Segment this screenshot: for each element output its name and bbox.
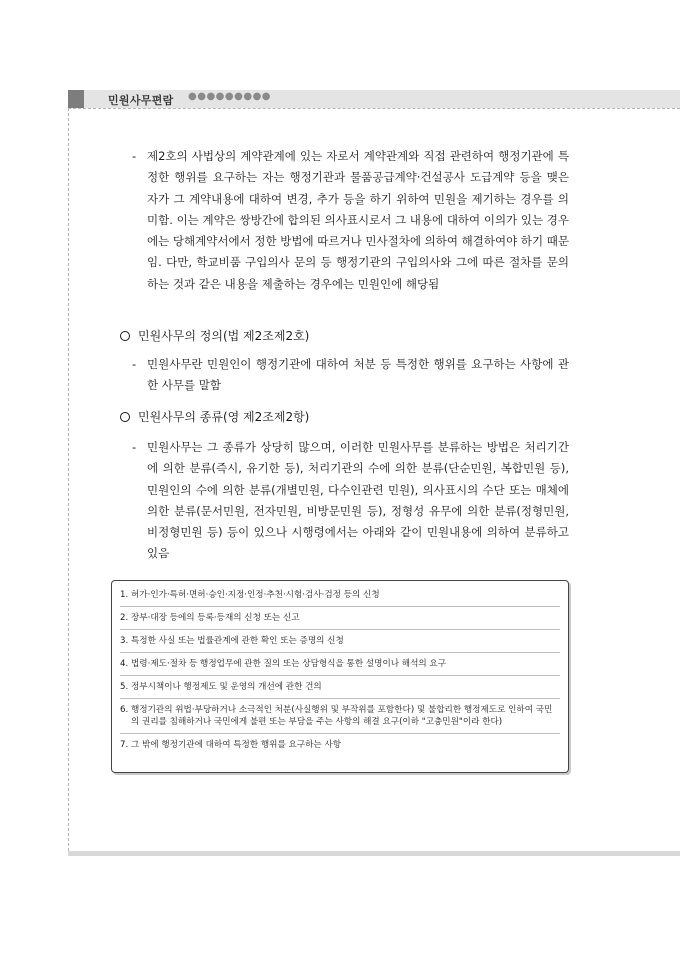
list-item: 2. 장부·대장 등에의 등록·등재의 신청 또는 신고 <box>120 613 300 623</box>
section-heading-definition <box>120 327 309 345</box>
header-dots: ●●●●●●●●● <box>188 91 272 102</box>
paragraph-contract-relation: 제2호의 사법상의 계약관계에 있는 자로서 계약관계와 직접 관련하여 행정기관에 특정한 행위를 요구하는 자는 행정기관과 물품공급계약·건설공사 도급계약 등을 맺은 자가 그 계약내용에 대하여 변경, 추가 등을 하기 위하여 민원을 제기하는 경우를 의미함. 이는 계약은 쌍방간에 합의된 의사표시로서 그 내용에 대하여 이의가 있는 경우에는 당해계약서에서 정한 방법에 따르거나 민사절차에 의하여 해결하여야 하기 때문임. 다만, 학교비품 구입의사 문의 등 행정기관의 구입의사와 그에 따른 절차를 문의하는 것과 같은 내용을 제출하는 경우에는 민원인에 해당됨 <box>147 149 569 291</box>
list-item: 4. 법령·제도·절차 등 행정업무에 관한 질의 또는 상담형식을 통한 설명이나 해석의 요구 <box>120 659 447 669</box>
page-header <box>68 90 680 108</box>
bottom-bar <box>68 851 680 856</box>
list-item: 7. 그 밖에 행정기관에 대하여 특정한 행위를 요구하는 사항 <box>120 740 342 750</box>
list-item: 6. 행정기관의 위법·부당하거나 소극적인 처분(사실행위 및 부작위를 포함한다) 및 불합리한 행정제도로 인하여 국민의 권리를 침해하거나 국민에게 불편 또는 부담을 주는 사항의 해결 요구(이하 "고충민원"이라 한다) <box>120 705 553 727</box>
divider <box>120 675 560 676</box>
divider <box>120 652 560 653</box>
header-dark-block <box>68 90 84 108</box>
circle-bullet-icon <box>120 331 130 341</box>
divider <box>120 733 560 734</box>
heading-text: 민원사무의 종류(영 제2조제2항) <box>138 410 310 424</box>
dash-marker-2: - <box>132 357 137 371</box>
list-item: 5. 정부시책이나 행정제도 및 운영의 개선에 관한 건의 <box>120 682 322 692</box>
paragraph-types: 민원사무는 그 종류가 상당히 많으며, 이러한 민원사무를 분류하는 방법은 처리기간에 의한 분류(즉시, 유기한 등), 처리기관의 수에 의한 분류(단순민원, 복합민원 등), 민원인의 수에 의한 분류(개별민원, 다수인관련 민원), 의사표시의 수단 또는 매체에 의한 분류(문서민원, 전자민원, 비방문민원 등), 정형성 유무에 의한 분류(정형민원, 비정형민원 등) 등이 있으나 시행령에서는 아래와 같이 민원내용에 의하여 분류하고 있음 <box>147 440 569 561</box>
paragraph-definition: 민원사무란 민원인이 행정기관에 대하여 처분 등 특정한 행위를 요구하는 사항에 관한 사무를 말함 <box>147 357 569 393</box>
dash-marker-3: - <box>132 440 137 454</box>
heading-text: 민원사무의 정의(법 제2조제2호) <box>138 329 310 343</box>
list-item: 1. 허가·인가·특허·면허·승인·지정·인정·추천·시험·검사·검정 등의 신청 <box>120 590 380 600</box>
header-title: 민원사무편람 <box>108 94 174 107</box>
divider <box>120 606 560 607</box>
dash-marker-1: - <box>132 149 137 163</box>
classification-box <box>111 580 569 773</box>
section-heading-types <box>120 408 309 426</box>
divider <box>120 698 560 699</box>
divider <box>120 629 560 630</box>
circle-bullet-icon <box>120 412 130 422</box>
classification-list <box>120 589 560 751</box>
list-item: 3. 특정한 사실 또는 법률관계에 관한 확인 또는 증명의 신청 <box>120 636 344 646</box>
